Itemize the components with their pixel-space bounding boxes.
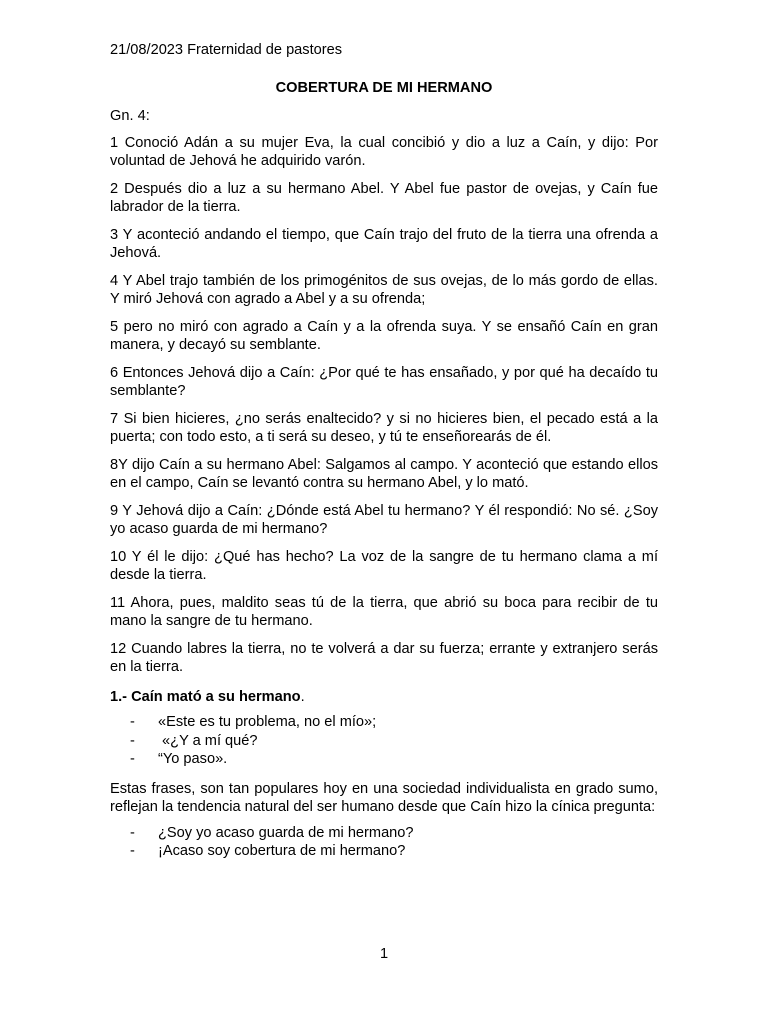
bullet-dash: -	[130, 732, 135, 749]
bullet-dash: -	[130, 751, 135, 767]
verse-7: 7 Si bien hicieres, ¿no serás enaltecido? y si no hicieres bien, el pecado está a la puerta; con todo esto, a ti será su deseo, y tú te enseñorearás de él.	[110, 410, 658, 445]
verse-6: 6 Entonces Jehová dijo a Caín: ¿Por qué te has ensañado, y por qué ha decaído tu semblante?	[110, 364, 658, 399]
bullet-dash: -	[130, 843, 135, 859]
section-heading-suffix: .	[300, 688, 305, 705]
book-reference: Gn. 4:	[110, 108, 150, 124]
quote-text: «¿Y a mí qué?	[158, 732, 258, 749]
page-content	[110, 41, 658, 861]
verse-8: 8Y dijo Caín a su hermano Abel: Salgamos al campo. Y aconteció que estando ellos en el campo, Caín se levantó contra su hermano Abel, y lo mató.	[110, 456, 658, 491]
question-text: ¡Acaso soy cobertura de mi hermano?	[158, 843, 406, 859]
verse-5: 5 pero no miró con agrado a Caín y a la ofrenda suya. Y se ensañó Caín en gran manera, y decayó su semblante.	[110, 318, 658, 353]
list-item	[110, 713, 658, 732]
body-paragraph: Estas frases, son tan populares hoy en una sociedad individualista en grado sumo, reflejan la tendencia natural del ser humano desde que Caín hizo la cínica pregunta:	[110, 780, 658, 815]
verse-10: 10 Y él le dijo: ¿Qué has hecho? La voz de la sangre de tu hermano clama a mí desde la tierra.	[110, 548, 658, 583]
verse-2: 2 Después dio a luz a su hermano Abel. Y Abel fue pastor de ovejas, y Caín fue labrador de la tierra.	[110, 180, 658, 215]
list-item	[110, 732, 658, 751]
verse-4: 4 Y Abel trajo también de los primogénitos de sus ovejas, de lo más gordo de ellas. Y miró Jehová con agrado a Abel y a su ofrenda;	[110, 272, 658, 307]
verse-9: 9 Y Jehová dijo a Caín: ¿Dónde está Abel tu hermano? Y él respondió: No sé. ¿Soy yo acaso guarda de mi hermano?	[110, 502, 658, 537]
quote-text: «Este es tu problema, no el mío»;	[158, 714, 377, 730]
verse-1: 1 Conoció Adán a su mujer Eva, la cual concibió y dio a luz a Caín, y dijo: Por voluntad de Jehová he adquirido varón.	[110, 134, 658, 169]
section-heading-text: 1.- Caín mató a su hermano	[110, 688, 301, 705]
document-title: COBERTURA DE MI HERMANO	[275, 79, 493, 96]
verse-12: 12 Cuando labres la tierra, no te volverá a dar su fuerza; errante y extranjero serás en la tierra.	[110, 640, 658, 675]
bullet-dash: -	[130, 714, 135, 730]
verse-3: 3 Y aconteció andando el tiempo, que Caín trajo del fruto de la tierra una ofrenda a Jehová.	[110, 226, 658, 261]
quotes-list	[110, 713, 658, 769]
questions-list	[110, 824, 658, 861]
list-item	[110, 824, 658, 843]
list-item	[110, 842, 658, 861]
bullet-dash: -	[130, 824, 135, 841]
verse-11: 11 Ahora, pues, maldito seas tú de la tierra, que abrió su boca para recibir de tu mano la sangre de tu hermano.	[110, 594, 658, 629]
page-number: 1	[379, 946, 389, 962]
question-text: ¿Soy yo acaso guarda de mi hermano?	[158, 824, 414, 841]
header-date-line: 21/08/2023 Fraternidad de pastores	[110, 42, 343, 58]
quote-text: “Yo paso».	[158, 751, 228, 767]
section-heading	[110, 688, 658, 707]
list-item	[110, 750, 658, 769]
